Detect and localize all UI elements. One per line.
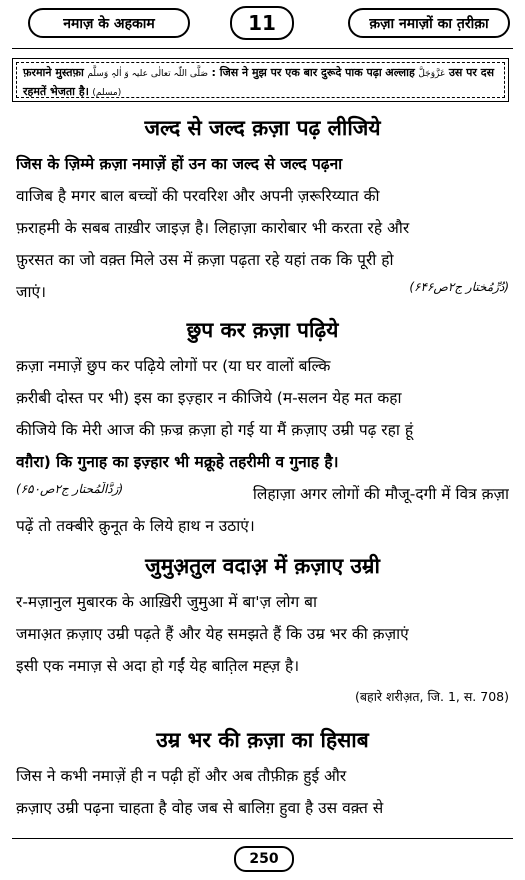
hadith-box xyxy=(12,58,509,102)
body-line xyxy=(16,796,509,818)
body-line xyxy=(16,514,509,536)
section-heading: जल्द से जल्द क़ज़ा पढ़ लीजिये xyxy=(144,116,381,140)
section-line-text: जाएं। xyxy=(16,283,46,301)
hadith-source: (مسلم) xyxy=(92,88,122,98)
section-line-text: इसी एक नमाज़ से अदा हो गईं येह बात़िल मह्ज़ है। xyxy=(16,657,300,675)
hadith-label: फ़रमाने मुस्तफ़ा xyxy=(23,66,84,79)
section-heading: छुप कर क़ज़ा पढ़िये xyxy=(186,318,339,342)
body-line xyxy=(16,216,509,238)
page-number-bottom: 250 xyxy=(234,846,294,872)
hadith-text-3: रहमतें भेजता है। xyxy=(23,85,89,98)
hadith-text xyxy=(16,62,505,98)
reference: (رَدُّالْمُحتار ج۲ص۶۵۰) xyxy=(16,482,124,496)
body-line xyxy=(16,280,509,302)
body-line xyxy=(16,386,509,408)
section-line-text: जिस के ज़िम्मे क़ज़ा नमाज़ें हों उन का जल्द से जल्द पढ़ना xyxy=(16,155,343,173)
page-number-top: 11 xyxy=(230,6,294,40)
body-line xyxy=(16,688,509,705)
body-line xyxy=(16,248,509,270)
section-line-text: वाजिब है मगर बाल बच्चों की परवरिश और अपनी ज़रूरिय्यात की xyxy=(16,187,380,205)
body-line xyxy=(16,622,509,644)
section-line-text: जिस ने कभी नमाज़ें ही न पढ़ी हों और अब तौफ़ीक़ हुई और xyxy=(16,767,347,785)
section-line-text: क़ज़ाए उम्री पढ़ना चाहता है वोह जब से बालिग़ हुवा है उस वक़्त से xyxy=(16,799,384,817)
body-line xyxy=(16,764,509,786)
hadith-allah: अल्लाह xyxy=(385,66,415,79)
header-book-title: नमाज़ के अहकाम xyxy=(28,8,190,38)
section-line-text: फ़राहमी के सबब ताख़ीर जाइज़ है। लिहाज़ा कारोबार भी करता रहे और xyxy=(16,219,410,237)
section-line-text: र-मज़ानुल मुबारक के आख़िरी जुमुआ में बा'ज़ लोग बा xyxy=(16,593,318,611)
footer-rule xyxy=(12,838,513,839)
reference: (बहारे शरीअ़त, जि. 1, स. 708) xyxy=(355,689,509,704)
section-line-text: कीजिये कि मेरी आज की फ़ज्र क़ज़ा हो गई या मैं क़ज़ाए उम्री पढ़ रहा हूं xyxy=(16,421,414,439)
section-heading: जुमुअ़तुल वदाअ़ में क़ज़ाए उम्री xyxy=(145,554,380,578)
section-line-text: लिहाज़ा अगर लोगों की मौजू-दगी में वित्र क़ज़ा xyxy=(252,485,509,503)
body-line xyxy=(16,354,509,376)
body-line xyxy=(16,152,509,174)
header-rule xyxy=(12,48,513,49)
hadith-text-2: उस पर दस xyxy=(448,66,495,79)
section-line-text: पढ़ें तो तक्बीरे क़ुनूत के लिये हाथ न उठाएं। xyxy=(16,517,255,535)
section-line-text: क़ज़ा नमाज़ें छुप कर पढ़िये लोगों पर (या घर वालों बल्कि xyxy=(16,357,331,375)
body-line xyxy=(16,590,509,612)
body-line xyxy=(16,418,509,440)
body-line xyxy=(16,654,509,676)
section-line-text: फ़ुरसत का जो वक़्त मिले उस में क़ज़ा पढ़ता रहे यहां तक कि पूरी हो xyxy=(16,251,394,269)
section-line-text: वग़ैरा) कि गुनाह का इज़्हार भी मक्रूहे तहरीमी व गुनाह है। xyxy=(16,453,339,471)
hadith-text-1: : जिस ने मुझ पर एक बार दुरूदे पाक पढ़ा xyxy=(211,66,382,79)
header-chapter-title: क़ज़ा नमाज़ों का त़रीक़ा xyxy=(348,8,510,38)
body-line xyxy=(16,482,509,504)
section-heading: उम्र भर की क़ज़ा का हिसाब xyxy=(156,728,369,752)
arabic-allah: عَزَّوَجَلَّ xyxy=(418,69,446,79)
body-line xyxy=(16,450,509,472)
section-line-text: जमाअ़त क़ज़ाए उम्री पढ़ते हैं और येह समझते हैं कि उम्र भर की क़ज़ाएं xyxy=(16,625,409,643)
body-line xyxy=(16,184,509,206)
section-line-text: क़रीबी दोस्त पर भी) इस का इज़्हार न कीजिये (म-सलन येह मत कहा xyxy=(16,389,402,407)
arabic-salutation: صَلَّی اللّٰہ تعالٰی علیہ وَ اٰلہٖ وَسلَّم xyxy=(87,69,208,79)
reference: (دُرِّمُختار ج۲ص۶۴۶) xyxy=(409,280,509,294)
